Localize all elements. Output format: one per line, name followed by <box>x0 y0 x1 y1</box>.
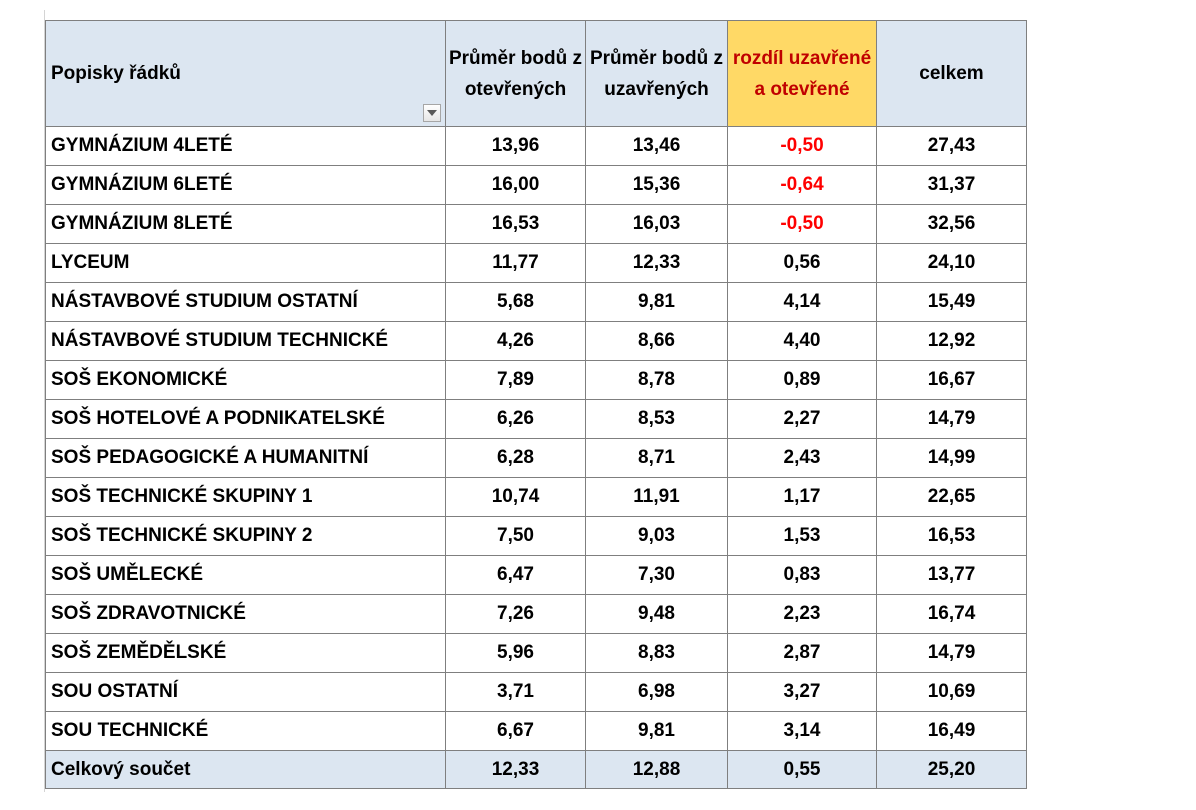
col-header-closed[interactable] <box>586 21 728 127</box>
header-row <box>46 21 1027 127</box>
diff-cell[interactable]: 3,27 <box>728 673 877 712</box>
total-cell[interactable]: 12,92 <box>877 322 1027 361</box>
col-header-open-text: Průměr bodů z otevřených <box>448 47 582 100</box>
row-label-cell[interactable]: SOŠ ZEMĚDĚLSKÉ <box>46 634 446 673</box>
grand-total-label[interactable]: Celkový součet <box>46 751 446 789</box>
open-avg-cell[interactable]: 10,74 <box>446 478 586 517</box>
diff-cell[interactable]: 2,43 <box>728 439 877 478</box>
open-avg-cell[interactable]: 6,26 <box>446 400 586 439</box>
total-cell[interactable]: 32,56 <box>877 205 1027 244</box>
open-avg-cell[interactable]: 6,47 <box>446 556 586 595</box>
closed-avg-cell[interactable]: 8,53 <box>586 400 728 439</box>
row-label-cell[interactable]: GYMNÁZIUM 8LETÉ <box>46 205 446 244</box>
open-avg-cell[interactable]: 6,28 <box>446 439 586 478</box>
diff-cell[interactable]: 1,53 <box>728 517 877 556</box>
table-row <box>46 595 1027 634</box>
open-avg-cell[interactable]: 7,50 <box>446 517 586 556</box>
diff-cell[interactable]: -0,64 <box>728 166 877 205</box>
table-row <box>46 166 1027 205</box>
total-cell[interactable]: 31,37 <box>877 166 1027 205</box>
closed-avg-cell[interactable]: 11,91 <box>586 478 728 517</box>
closed-avg-cell[interactable]: 6,98 <box>586 673 728 712</box>
row-label-cell[interactable]: SOŠ PEDAGOGICKÉ A HUMANITNÍ <box>46 439 446 478</box>
pivot-footer <box>46 751 1027 789</box>
open-avg-cell[interactable]: 3,71 <box>446 673 586 712</box>
diff-cell[interactable]: 0,56 <box>728 244 877 283</box>
diff-cell[interactable]: 1,17 <box>728 478 877 517</box>
chevron-down-icon <box>427 110 437 116</box>
open-avg-cell[interactable]: 7,89 <box>446 361 586 400</box>
row-label-cell[interactable]: GYMNÁZIUM 6LETÉ <box>46 166 446 205</box>
row-labels-filter-button[interactable] <box>423 104 441 122</box>
open-avg-cell[interactable]: 6,67 <box>446 712 586 751</box>
diff-cell[interactable]: 2,27 <box>728 400 877 439</box>
grand-total-total[interactable]: 25,20 <box>877 751 1027 789</box>
table-row <box>46 322 1027 361</box>
table-row <box>46 556 1027 595</box>
diff-cell[interactable]: 0,83 <box>728 556 877 595</box>
table-row <box>46 517 1027 556</box>
table-row <box>46 400 1027 439</box>
closed-avg-cell[interactable]: 12,33 <box>586 244 728 283</box>
row-label-cell[interactable]: NÁSTAVBOVÉ STUDIUM OSTATNÍ <box>46 283 446 322</box>
closed-avg-cell[interactable]: 8,78 <box>586 361 728 400</box>
col-header-open[interactable] <box>446 21 586 127</box>
open-avg-cell[interactable]: 11,77 <box>446 244 586 283</box>
row-labels-header[interactable] <box>46 21 446 127</box>
closed-avg-cell[interactable]: 8,83 <box>586 634 728 673</box>
total-cell[interactable]: 10,69 <box>877 673 1027 712</box>
diff-cell[interactable]: 0,89 <box>728 361 877 400</box>
closed-avg-cell[interactable]: 9,81 <box>586 283 728 322</box>
table-row <box>46 712 1027 751</box>
diff-cell[interactable]: 3,14 <box>728 712 877 751</box>
closed-avg-cell[interactable]: 16,03 <box>586 205 728 244</box>
total-cell[interactable]: 16,74 <box>877 595 1027 634</box>
col-header-closed-text: Průměr bodů z uzavřených <box>589 47 723 100</box>
open-avg-cell[interactable]: 5,96 <box>446 634 586 673</box>
diff-cell[interactable]: 4,40 <box>728 322 877 361</box>
grand-total-row <box>46 751 1027 789</box>
open-avg-cell[interactable]: 5,68 <box>446 283 586 322</box>
row-label-cell[interactable]: SOŠ TECHNICKÉ SKUPINY 2 <box>46 517 446 556</box>
diff-cell[interactable]: -0,50 <box>728 127 877 166</box>
row-label-cell[interactable]: SOU TECHNICKÉ <box>46 712 446 751</box>
open-avg-cell[interactable]: 4,26 <box>446 322 586 361</box>
col-header-total[interactable] <box>877 21 1027 127</box>
closed-avg-cell[interactable]: 9,81 <box>586 712 728 751</box>
row-label-cell[interactable]: SOŠ ZDRAVOTNICKÉ <box>46 595 446 634</box>
total-cell[interactable]: 27,43 <box>877 127 1027 166</box>
row-label-cell[interactable]: SOŠ UMĚLECKÉ <box>46 556 446 595</box>
col-header-total-text: celkem <box>919 63 984 84</box>
table-row <box>46 283 1027 322</box>
pivot-table <box>45 20 1027 789</box>
col-header-diff-text: rozdíl uzavřené a otevřené <box>732 47 872 100</box>
open-avg-cell[interactable]: 13,96 <box>446 127 586 166</box>
table-row <box>46 244 1027 283</box>
closed-avg-cell[interactable]: 9,48 <box>586 595 728 634</box>
total-cell[interactable]: 16,49 <box>877 712 1027 751</box>
closed-avg-cell[interactable]: 8,71 <box>586 439 728 478</box>
table-row <box>46 361 1027 400</box>
total-cell[interactable]: 16,53 <box>877 517 1027 556</box>
total-cell[interactable]: 13,77 <box>877 556 1027 595</box>
total-cell[interactable]: 22,65 <box>877 478 1027 517</box>
row-label-cell[interactable]: SOŠ TECHNICKÉ SKUPINY 1 <box>46 478 446 517</box>
row-label-cell[interactable]: SOŠ EKONOMICKÉ <box>46 361 446 400</box>
closed-avg-cell[interactable]: 15,36 <box>586 166 728 205</box>
closed-avg-cell[interactable]: 9,03 <box>586 517 728 556</box>
table-row <box>46 673 1027 712</box>
open-avg-cell[interactable]: 16,00 <box>446 166 586 205</box>
row-label-cell[interactable]: SOU OSTATNÍ <box>46 673 446 712</box>
pivot-body <box>46 127 1027 751</box>
diff-cell[interactable]: 2,87 <box>728 634 877 673</box>
total-cell[interactable]: 24,10 <box>877 244 1027 283</box>
open-avg-cell[interactable]: 16,53 <box>446 205 586 244</box>
closed-avg-cell[interactable]: 13,46 <box>586 127 728 166</box>
table-row <box>46 127 1027 166</box>
diff-cell[interactable]: 4,14 <box>728 283 877 322</box>
diff-cell[interactable]: 2,23 <box>728 595 877 634</box>
col-header-diff[interactable] <box>728 21 877 127</box>
pivot-header <box>46 21 1027 127</box>
grand-total-closed[interactable]: 12,88 <box>586 751 728 789</box>
diff-cell[interactable]: -0,50 <box>728 205 877 244</box>
total-cell[interactable]: 16,67 <box>877 361 1027 400</box>
closed-avg-cell[interactable]: 8,66 <box>586 322 728 361</box>
open-avg-cell[interactable]: 7,26 <box>446 595 586 634</box>
total-cell[interactable]: 14,79 <box>877 634 1027 673</box>
table-row <box>46 439 1027 478</box>
row-label-cell[interactable]: LYCEUM <box>46 244 446 283</box>
row-labels-header-text: Popisky řádků <box>51 63 181 84</box>
table-row <box>46 478 1027 517</box>
total-cell[interactable]: 15,49 <box>877 283 1027 322</box>
closed-avg-cell[interactable]: 7,30 <box>586 556 728 595</box>
grand-total-open[interactable]: 12,33 <box>446 751 586 789</box>
row-label-cell[interactable]: SOŠ HOTELOVÉ A PODNIKATELSKÉ <box>46 400 446 439</box>
row-label-cell[interactable]: GYMNÁZIUM 4LETÉ <box>46 127 446 166</box>
table-row <box>46 205 1027 244</box>
total-cell[interactable]: 14,99 <box>877 439 1027 478</box>
row-label-cell[interactable]: NÁSTAVBOVÉ STUDIUM TECHNICKÉ <box>46 322 446 361</box>
grand-total-diff[interactable]: 0,55 <box>728 751 877 789</box>
table-row <box>46 634 1027 673</box>
total-cell[interactable]: 14,79 <box>877 400 1027 439</box>
